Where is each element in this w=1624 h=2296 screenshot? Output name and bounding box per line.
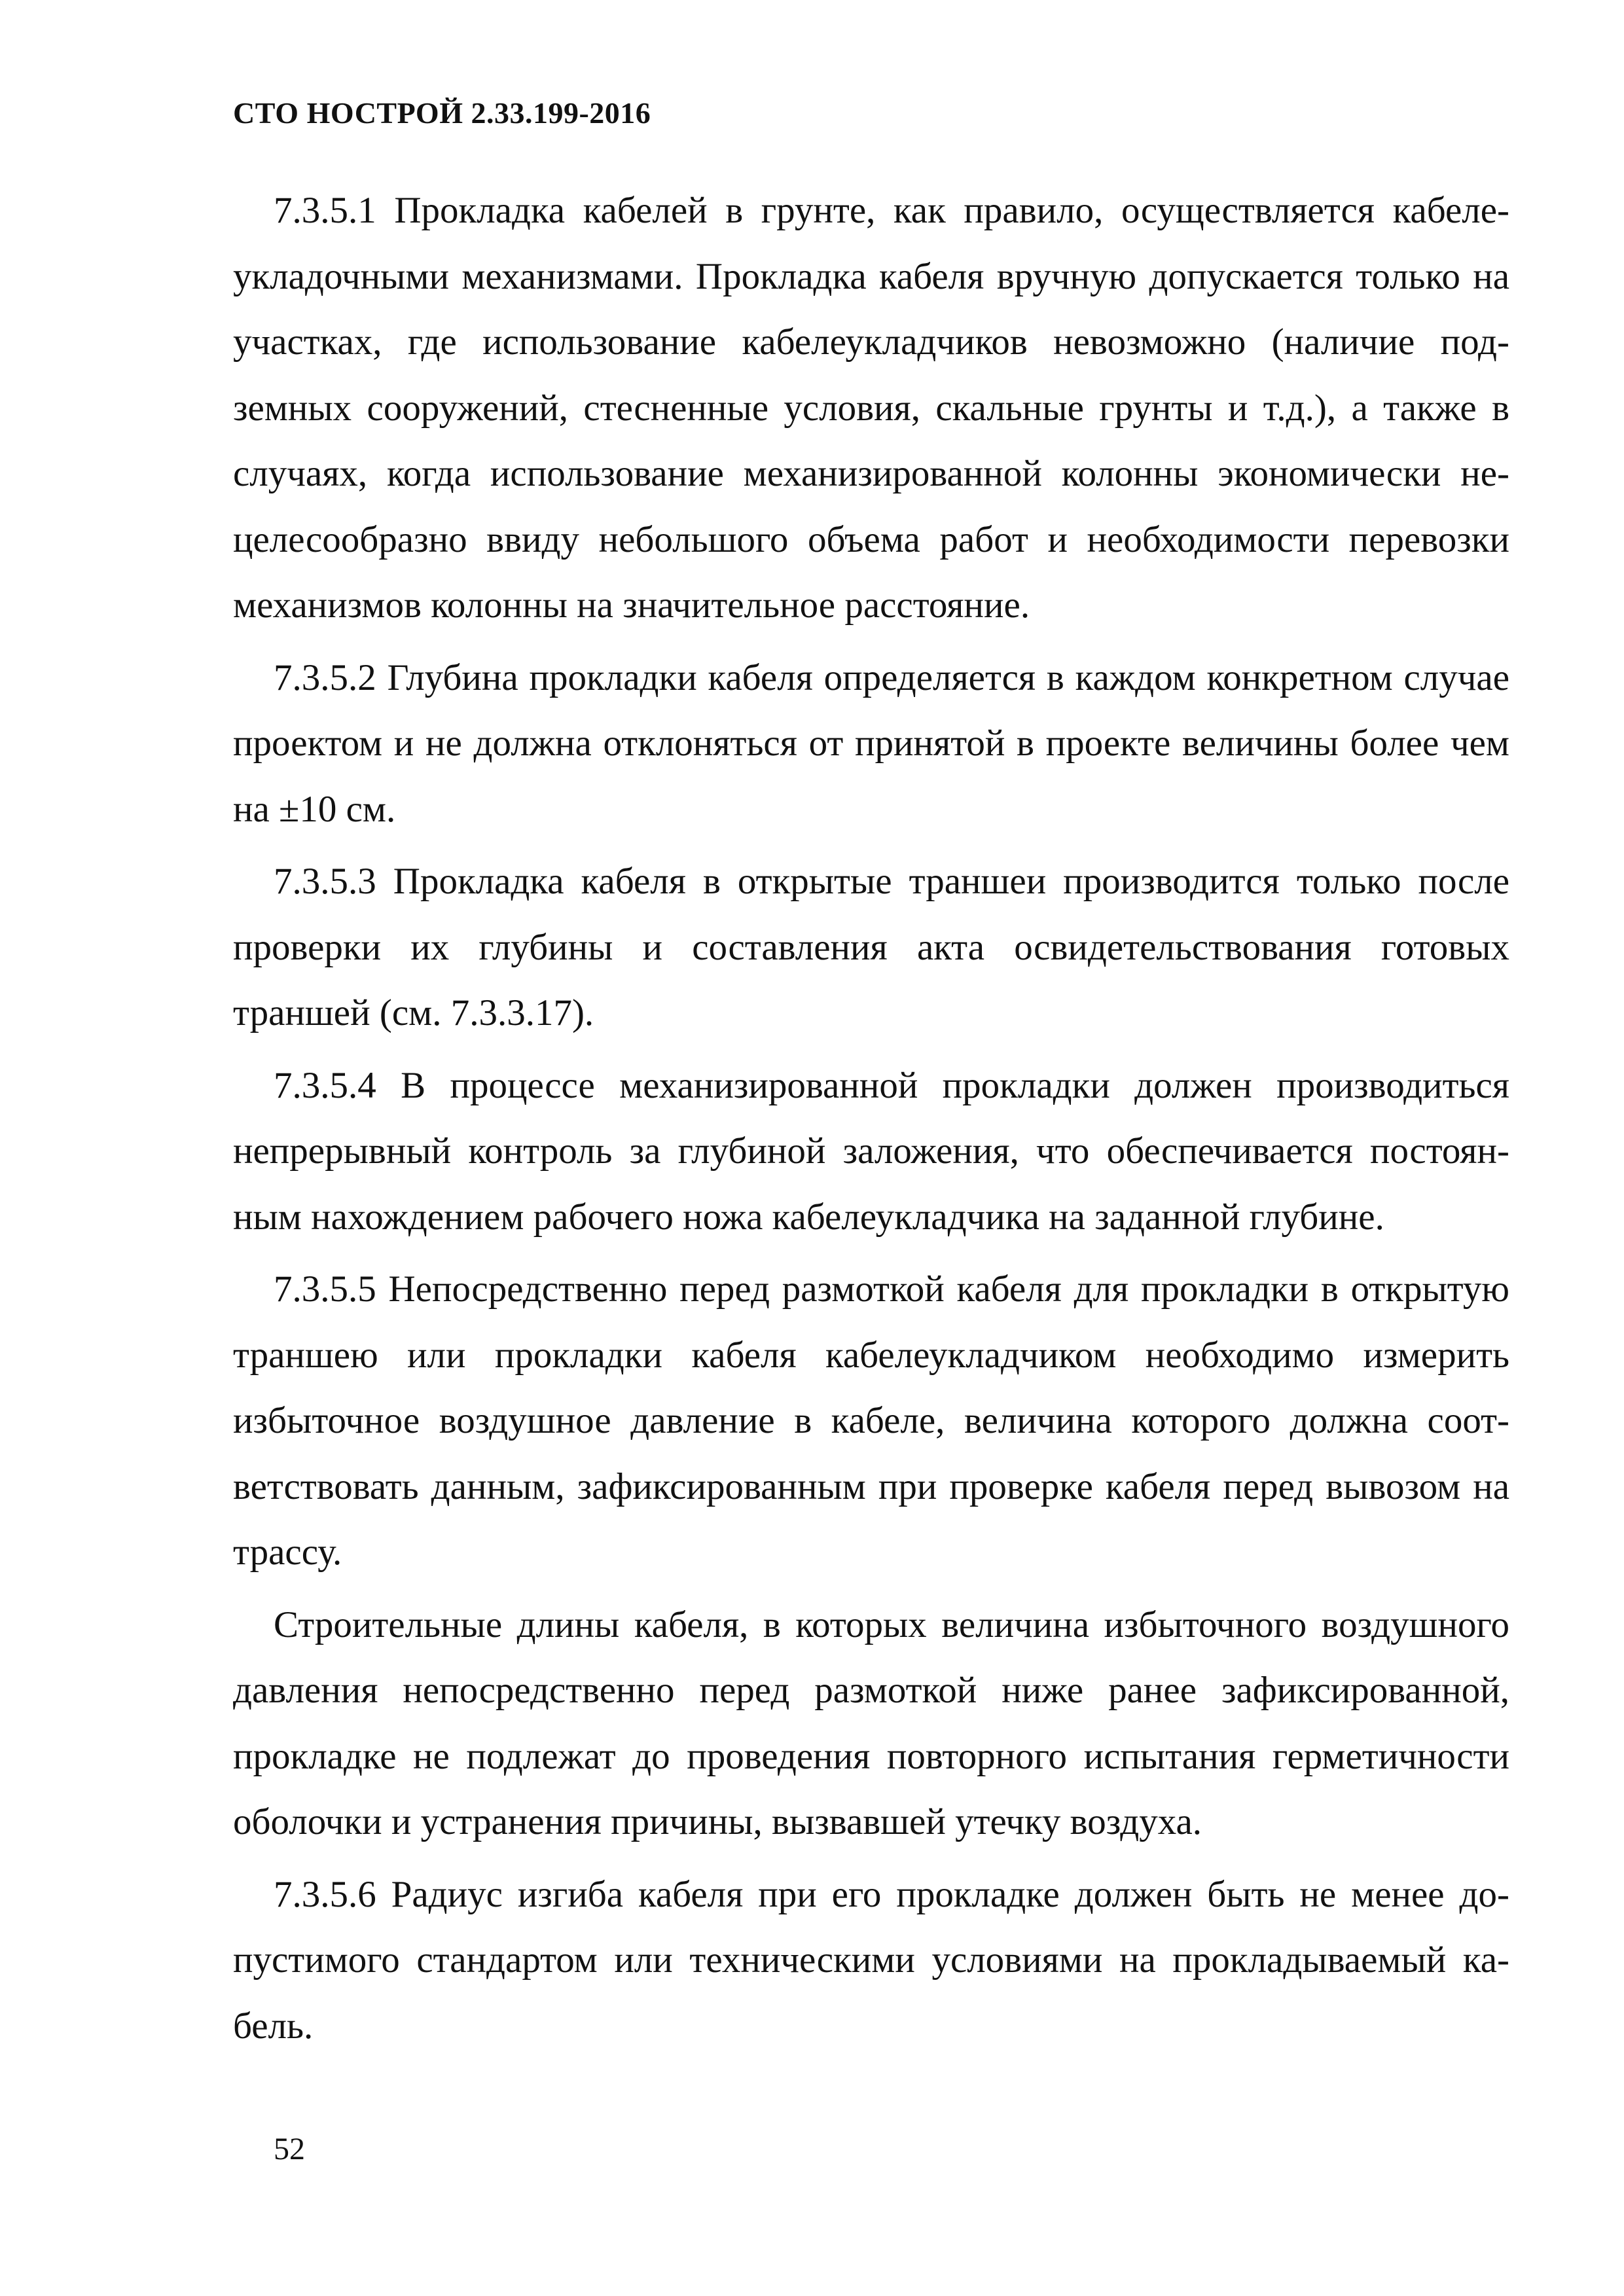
paragraph-7-3-5-1: 7.3.5.1 Прокладка кабелей в грунте, как правило, осуществляется кабелеукладочными механизмами. Прокладка кабеля вручную допускается только на участках, где использование кабелеукладчиков невозможно (наличие подземных сооружений, стесненные условия, скальные грунты и т.д.), а также в случаях, когда использование механизированной колонны экономически нецелесообразно ввиду небольшого объема работ и необходимости перевозки механизмов колонны на значительное расстояние.	[233, 190, 1509, 626]
document-header: СТО НОСТРОЙ 2.33.199-2016	[233, 96, 651, 130]
paragraph-7-3-5-4: 7.3.5.4 В процессе механизированной прокладки должен производиться непрерывный контроль за глубиной заложения, что обеспечивается постоянным нахождением рабочего ножа кабелеукладчика на заданной глубине.	[233, 1064, 1509, 1238]
page-number: 52	[274, 2132, 305, 2166]
document-body	[233, 178, 1509, 2066]
paragraph-7-3-5-5: 7.3.5.5 Непосредственно перед размоткой кабеля для прокладки в открытую траншею или прокладки кабеля кабелеукладчиком необходимо измерить избыточное воздушное давление в кабеле, величина которого должна соответствовать данным, зафиксированным при проверке кабеля перед вывозом на трассу.	[233, 1268, 1509, 1573]
paragraph-7-3-5-6: 7.3.5.6 Радиус изгиба кабеля при его прокладке должен быть не менее допустимого стандартом или техническими условиями на прокладываемый кабель.	[233, 1873, 1509, 2047]
paragraph-construction-lengths: Строительные длины кабеля, в которых величина избыточного воздушного давления непосредственно перед размоткой ниже ранее зафиксированной, прокладке не подлежат до проведения повторного испытания герметичности оболочки и устранения причины, вызвавшей утечку воздуха.	[233, 1604, 1509, 1842]
paragraph-7-3-5-2: 7.3.5.2 Глубина прокладки кабеля определяется в каждом конкретном случае проектом и не должна отклоняться от принятой в проекте величины более чем на ±10 см.	[233, 656, 1509, 830]
paragraph-7-3-5-3: 7.3.5.3 Прокладка кабеля в открытые траншеи производится только после проверки их глубины и составления акта освидетельствования готовых траншей (см. 7.3.3.17).	[233, 861, 1509, 1033]
